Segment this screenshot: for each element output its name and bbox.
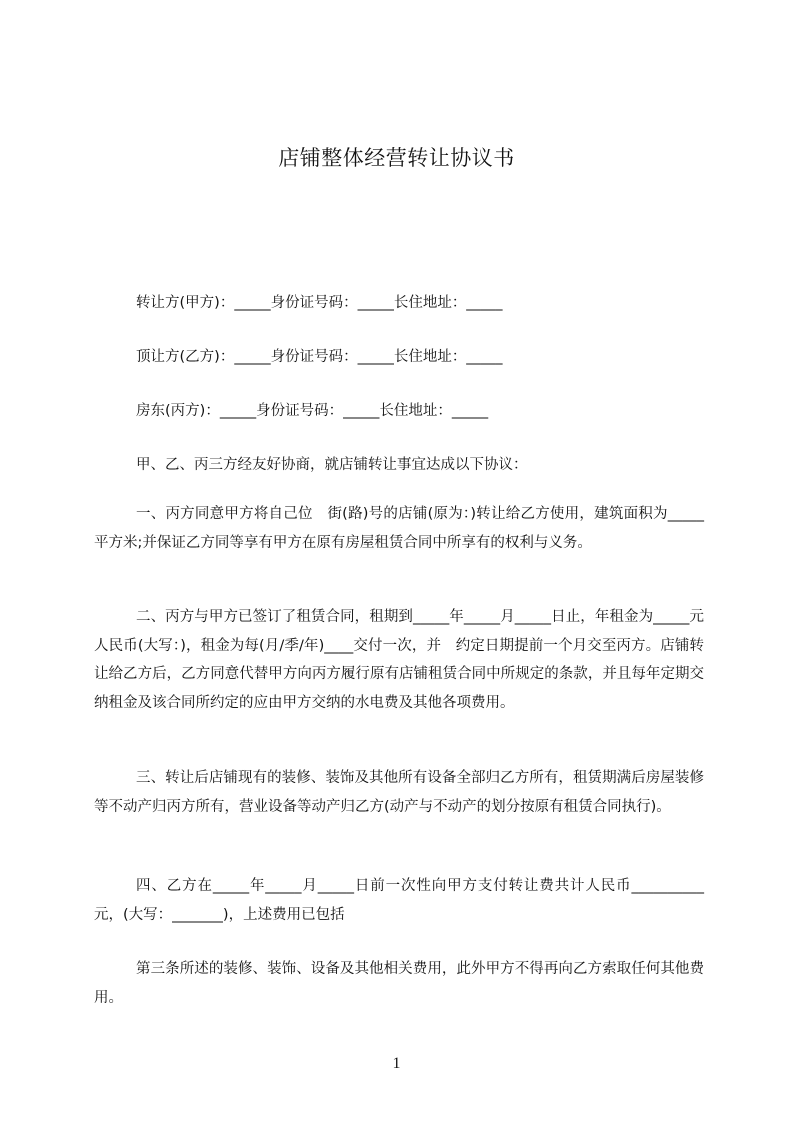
party-landlord: 房东(丙方)：_____身份证号码：_____长住地址：_____: [136, 403, 489, 419]
clause-4-continued: 第三条所述的装修、装饰、设备及其他相关费用，此外甲方不得再向乙方索取任何其他费用。: [94, 961, 704, 1006]
party-transferee: 顶让方(乙方)：_____身份证号码：_____长住地址：_____: [136, 349, 503, 365]
clause-3: 三、转让后店铺现有的装修、装饰及其他所有设备全部归乙方所有，租赁期满后房屋装修等不动产归丙方所有，营业设备等动产归乙方(动产与不动产的划分按原有租赁合同执行)。: [94, 770, 704, 815]
clause-2: 二、丙方与甲方已签订了租赁合同，租期到_____年_____月_____日止，年租金为_____元人民币(大写：)，租金为每(月/季/年)____交付一次，并 约定日期提前一个月交至丙方。店铺转让给乙方后，乙方同意代替甲方向丙方履行原有店铺租赁合同中所规定的条款，并且每年定期交纳租金及该合同所约定的应由甲方交纳的水电费及其他各项费用。: [94, 609, 704, 711]
clause-1: 一、丙方同意甲方将自己位 街(路)号的店铺(原为：)转让给乙方使用，建筑面积为_____平方米;并保证乙方同等享有甲方在原有房屋租赁合同中所享有的权利与义务。: [94, 506, 704, 551]
intro-paragraph: 甲、乙、丙三方经友好协商，就店铺转让事宜达成以下协议：: [136, 457, 528, 473]
clause-4: 四、乙方在_____年_____月_____日前一次性向甲方支付转让费共计人民币__________元，(大写：_______)，上述费用已包括: [94, 878, 704, 923]
document-title: 店铺整体经营转让协议书: [278, 146, 515, 170]
party-transferor: 转让方(甲方)：_____身份证号码：_____长住地址：_____: [136, 295, 503, 311]
page-number: 1: [392, 1055, 401, 1072]
